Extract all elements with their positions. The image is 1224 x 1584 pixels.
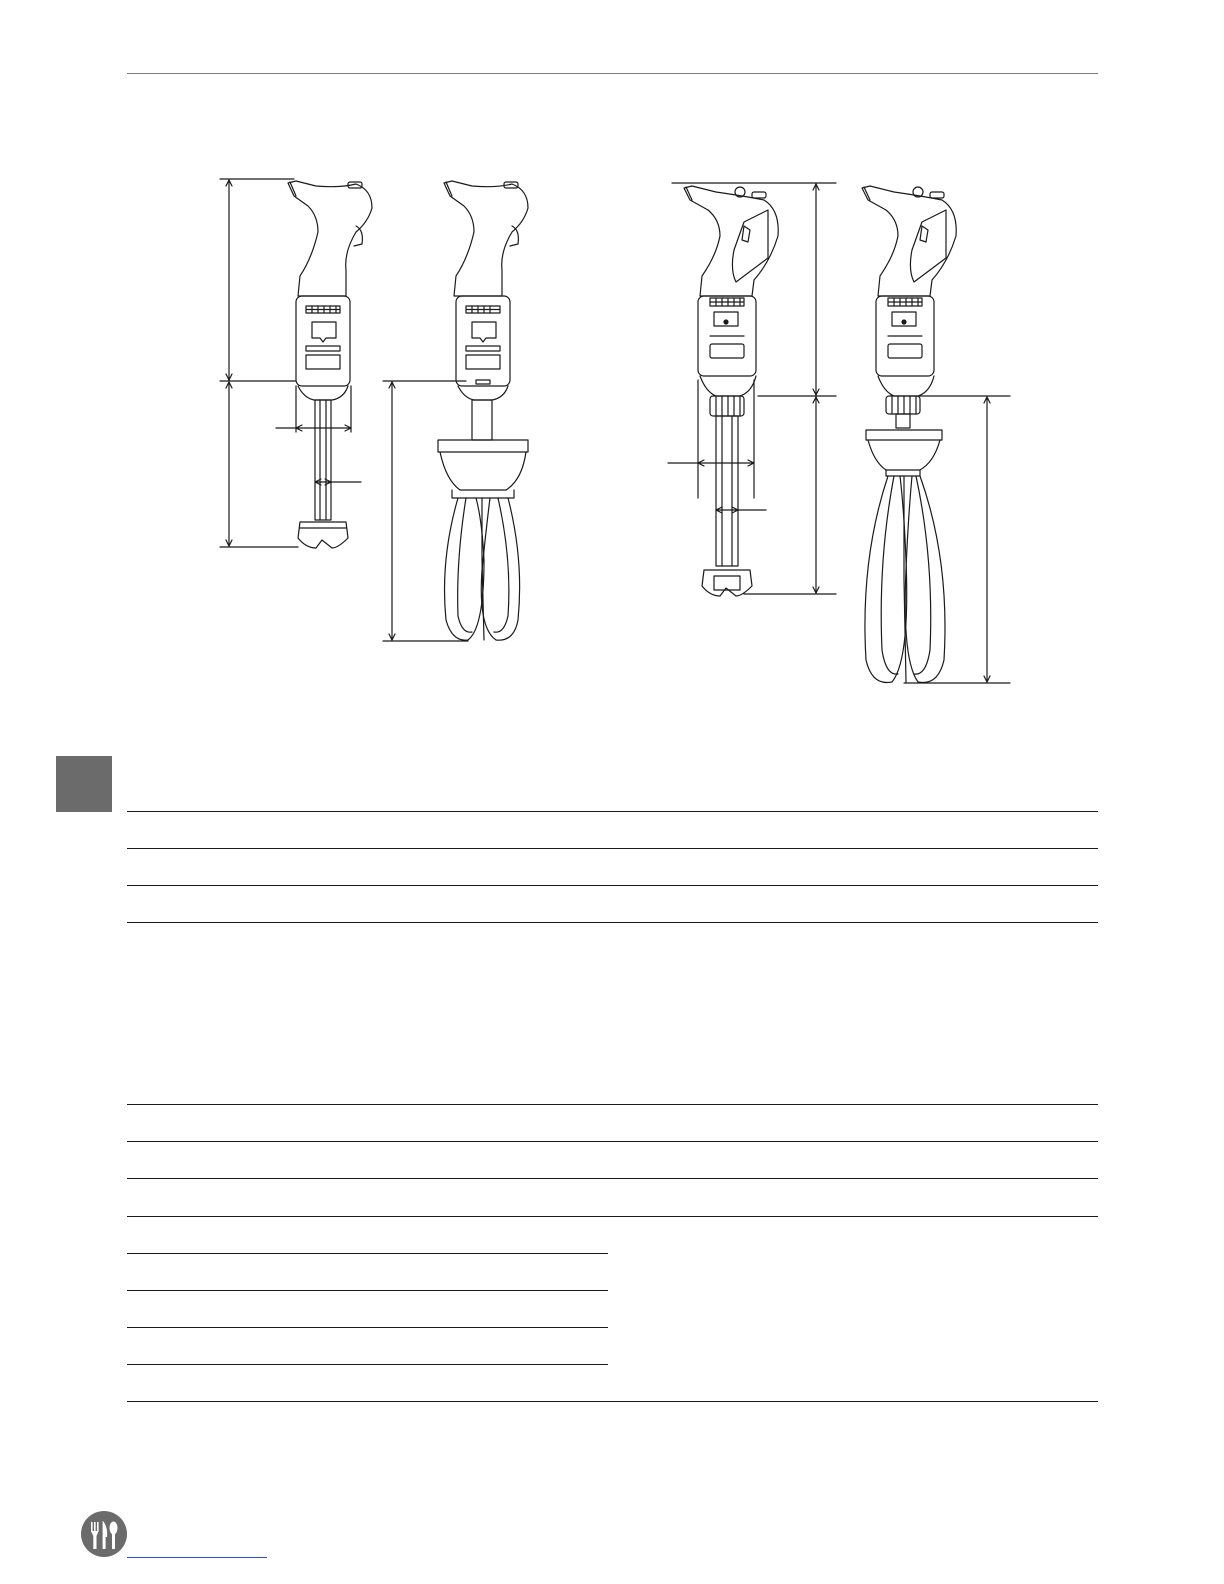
cutlery-logo-icon bbox=[81, 1511, 127, 1557]
table-row-rule bbox=[127, 922, 1098, 923]
table-row-rule bbox=[127, 1327, 608, 1328]
blender-whisk-small-figure bbox=[383, 181, 528, 641]
blender-blending-foot-small-figure bbox=[220, 179, 372, 548]
blender-blending-foot-large-figure bbox=[668, 183, 836, 596]
table-row-rule bbox=[127, 1178, 1098, 1179]
table-row-rule bbox=[127, 1141, 1098, 1142]
dimension-drawings bbox=[0, 0, 1224, 740]
table-row-rule bbox=[127, 1401, 1098, 1402]
blender-whisk-large-figure bbox=[862, 186, 1010, 683]
table-row-rule bbox=[127, 1216, 1098, 1217]
table-row-rule bbox=[127, 1104, 1098, 1105]
section-tab-marker bbox=[56, 756, 112, 812]
table-row-rule bbox=[127, 848, 1098, 849]
table-row-rule bbox=[127, 885, 1098, 886]
table-row-rule bbox=[127, 811, 1098, 812]
table-row-rule bbox=[127, 1364, 608, 1365]
footer-link-underline[interactable] bbox=[127, 1557, 267, 1558]
table-row-rule bbox=[127, 1290, 608, 1291]
table-row-rule bbox=[127, 1253, 608, 1254]
